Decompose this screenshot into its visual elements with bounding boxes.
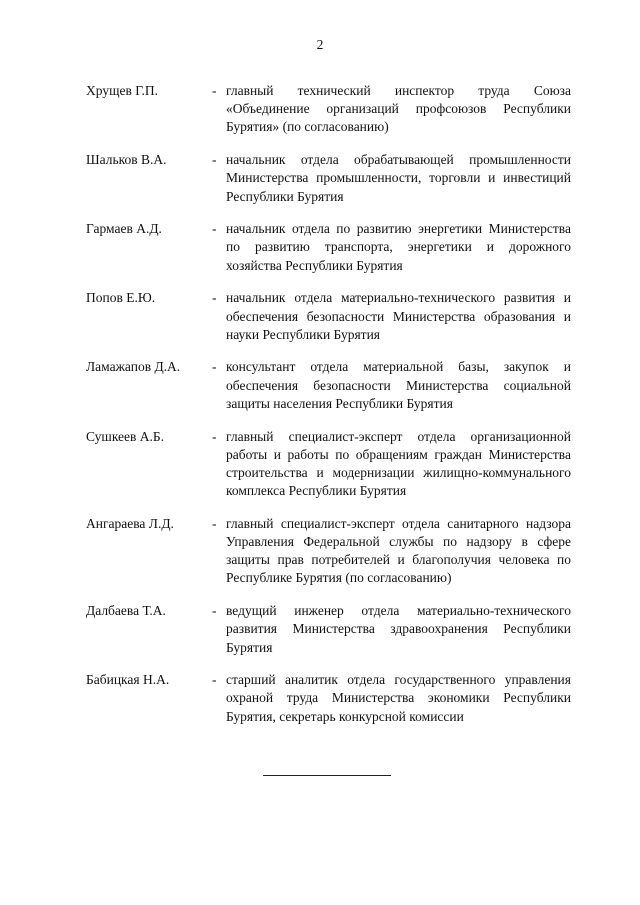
- member-row: [86, 358, 571, 413]
- member-dash: -: [212, 359, 217, 375]
- member-role: начальник отдела материально-технического развития и обеспечения безопасности Министерства образования и науки Республики Бурятия: [226, 290, 571, 342]
- page-number: 2: [316, 37, 324, 52]
- member-name: Ламажапов Д.А.: [86, 359, 181, 375]
- member-dash: -: [212, 152, 217, 168]
- member-dash: -: [212, 83, 217, 98]
- member-row: [86, 515, 571, 588]
- member-name: Хрущев Г.П.: [86, 83, 158, 98]
- member-role: ведущий инженер отдела материально-технического развития Министерства здравоохранения Республики Бурятия: [226, 603, 571, 655]
- member-role: главный специалист-эксперт отдела организационной работы и работы по обращениям граждан Министерства строительства и модернизации жилищно-коммунального комплекса Республики Бурятия: [226, 428, 571, 499]
- end-of-list-rule: [263, 775, 391, 776]
- member-role: начальник отдела по развитию энергетики Министерства по развитию транспорта, энергетики и дорожного хозяйства Республики Бурятия: [226, 221, 571, 273]
- member-name: Далбаева Т.А.: [86, 603, 166, 619]
- commission-member-list: [86, 82, 571, 740]
- member-name: Гармаев А.Д.: [86, 221, 162, 237]
- member-row: [86, 289, 571, 344]
- member-dash: -: [212, 603, 217, 619]
- member-dash: -: [212, 515, 217, 531]
- member-row: [86, 151, 571, 206]
- member-name: Ангараева Л.Д.: [86, 515, 174, 531]
- member-role: начальник отдела обрабатывающей промышленности Министерства промышленности, торговли и инвестиций Республики Бурятия: [226, 152, 571, 204]
- member-row: [86, 428, 571, 501]
- member-name: Попов Е.Ю.: [86, 290, 156, 306]
- member-dash: -: [212, 221, 217, 237]
- member-row: [86, 602, 571, 657]
- member-dash: -: [212, 672, 217, 688]
- member-row: [86, 82, 571, 137]
- member-dash: -: [212, 290, 217, 306]
- member-row: [86, 671, 571, 726]
- member-row: [86, 220, 571, 275]
- member-name: Сушкеев А.Б.: [86, 428, 165, 444]
- member-role: консультант отдела материальной базы, закупок и обеспечения безопасности Министерства социальной защиты населения Республики Бурятия: [226, 359, 571, 411]
- member-role: главный специалист-эксперт отдела санитарного надзора Управления Федеральной службы по надзору в сфере защиты прав потребителей и благополучия человека по Республике Бурятия (по согласованию): [226, 515, 571, 586]
- member-name: Шальков В.А.: [86, 152, 167, 168]
- member-name: Бабицкая Н.А.: [86, 672, 170, 688]
- member-role: главный технический инспектор труда Союза «Объединение организаций профсоюзов Республики Бурятия» (по согласованию): [226, 83, 571, 135]
- member-role: старший аналитик отдела государственного управления охраной труда Министерства экономики Республики Бурятия, секретарь конкурсной комиссии: [226, 672, 571, 724]
- member-dash: -: [212, 428, 217, 444]
